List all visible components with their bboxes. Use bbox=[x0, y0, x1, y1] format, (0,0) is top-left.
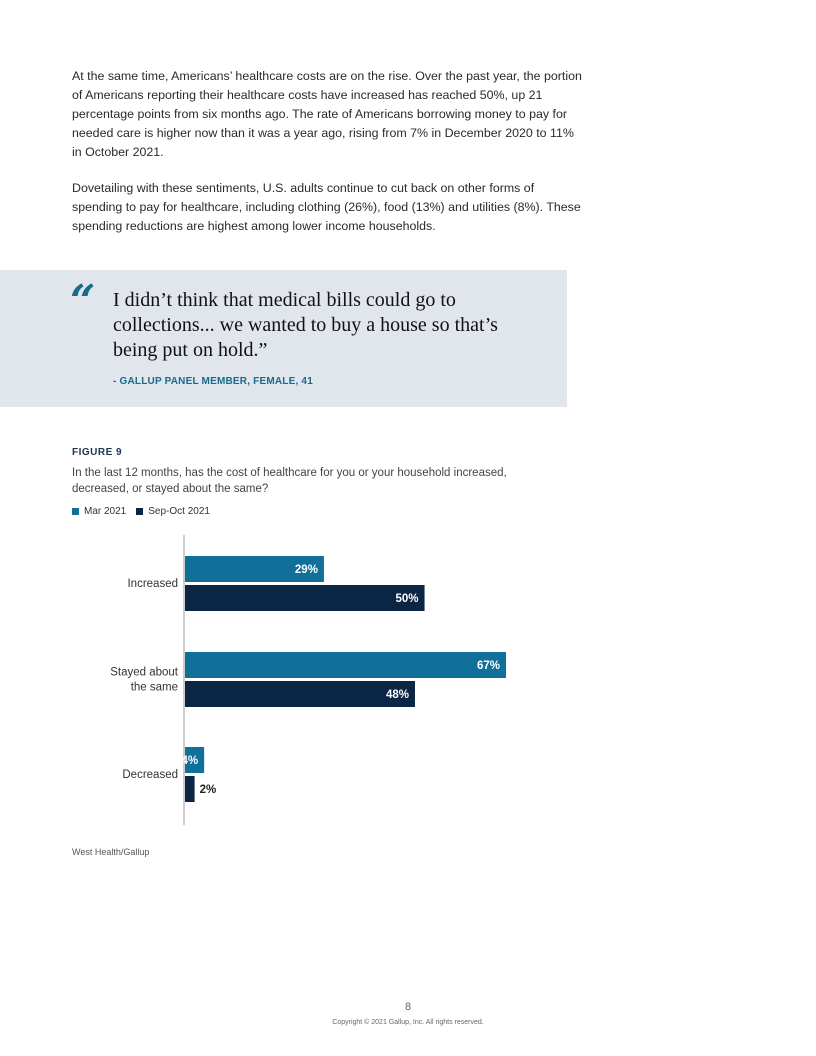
figure-label: FIGURE 9 bbox=[72, 447, 123, 458]
figure-question: In the last 12 months, has the cost of healthcare for you or your household increased, decreased, or stayed about the same? bbox=[72, 467, 507, 495]
data-label: 67% bbox=[476, 660, 500, 672]
category-label: the same bbox=[130, 681, 178, 694]
category-label: Stayed about bbox=[110, 666, 178, 679]
page-number: 8 bbox=[404, 1001, 412, 1013]
data-label: 48% bbox=[385, 689, 409, 701]
data-label: 2% bbox=[199, 784, 217, 796]
category-label: Increased bbox=[127, 578, 178, 590]
body-paragraph-1: At the same time, Americans’ healthcare costs are on the rise. Over the past year, the portion of Americans reporting their healthcare costs have increased has reached 50%, up 21 percentage points from six months ago. The rate of Americans borrowing money to pay for needed care is higher now than it was a year ago, rising from 7% in December 2020 to 11% in October 2021. bbox=[72, 69, 582, 159]
pull-quote-text: I didn’t think that medical bills could go to collections... we wanted to buy a house so that’s being put on hold.” bbox=[113, 289, 498, 361]
data-label: 29% bbox=[294, 564, 318, 576]
bar-sep-oct-2021 bbox=[185, 681, 415, 707]
copyright: Copyright © 2021 Gallup, Inc. All rights reserved. bbox=[332, 1019, 484, 1026]
quote-attribution: - GALLUP PANEL MEMBER, FEMALE, 41 bbox=[113, 376, 313, 387]
bar-sep-oct-2021 bbox=[185, 585, 425, 611]
data-label: 50% bbox=[395, 593, 419, 605]
legend-label: Mar 2021 bbox=[84, 506, 127, 517]
quote-mark-icon: “ bbox=[70, 276, 96, 327]
body-paragraph-2: Dovetailing with these sentiments, U.S. adults continue to cut back on other forms of spending to pay for healthcare, including clothing (26%), food (13%) and utilities (8%). These spending reductions are highest among lower income households. bbox=[72, 181, 581, 233]
bar-mar-2021 bbox=[185, 652, 506, 678]
data-label: 4% bbox=[181, 755, 199, 767]
legend-label: Sep-Oct 2021 bbox=[148, 506, 210, 517]
figure-source: West Health/Gallup bbox=[72, 847, 150, 857]
category-label: Decreased bbox=[122, 769, 178, 781]
bar-sep-oct-2021 bbox=[185, 776, 195, 802]
